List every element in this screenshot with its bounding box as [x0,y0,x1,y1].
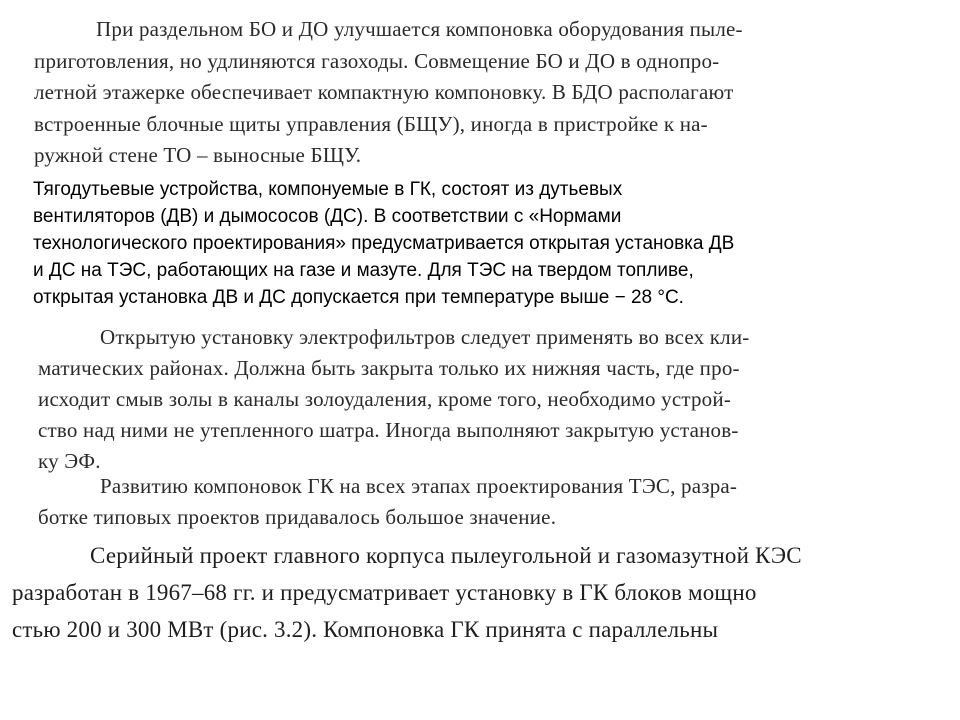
text-line: исходит смыв золы в каналы золоудаления, кроме того, необходимо устрой- [38,387,732,411]
scanned-paragraph-layout-options [34,14,743,172]
typed-paragraph-draft-devices [33,176,734,311]
scanned-paragraph-electrofilters [38,322,749,477]
text-line: ство над ними не утепленного шатра. Иногда выполняют закрытую установ- [38,418,739,442]
scanned-paragraph-serial-project [12,537,802,648]
text-line: Тягодутьевые устройства, компонуемые в ГК, состоят из дутьевых [33,179,623,200]
text-line: вентиляторов (ДВ) и дымососов (ДС). В соответствии с «Нормами [33,206,622,227]
text-line: открытая установка ДВ и ДС допускается при температуре выше − 28 °С. [33,287,684,308]
text-line: технологического проектирования» предусматривается открытая установка ДВ [33,233,735,254]
text-line: ружной стене ТО – выносные БЩУ. [34,143,362,167]
text-line: приготовления, но удлиняются газоходы. Совмещение БО и ДО в однопро- [34,48,720,73]
text-line: Развитию компоновок ГК на всех этапах проектирования ТЭС, разра- [100,474,738,498]
text-line: Открытую установку электрофильтров следует применять во всех кли- [100,325,750,349]
text-line: встроенные блочные щиты управления (БЩУ), иногда в пристройке к на- [34,111,708,136]
text-line: Серийный проект главного корпуса пылеугольной и газомазутной КЭС [90,543,802,568]
text-line: стью 200 и 300 МВт (рис. 3.2). Компоновка ГК принята с параллельны [12,617,719,642]
text-line: ботке типовых проектов придавалось большое значение. [38,505,557,529]
scanned-paragraph-layout-development [38,471,737,533]
text-line: ку ЭФ. [38,449,101,473]
text-line: разработан в 1967–68 гг. и предусматривает установку в ГК блоков мощно [12,580,757,605]
text-line: При раздельном БО и ДО улучшается компоновка оборудования пыле- [96,17,743,41]
text-line: матических районах. Должна быть закрыта только их нижняя часть, где про- [38,356,740,380]
text-line: и ДС на ТЭС, работающих на газе и мазуте. Для ТЭС на твердом топливе, [33,260,694,281]
text-line: летной этажерке обеспечивает компактную компоновку. В БДО располагают [34,80,734,104]
